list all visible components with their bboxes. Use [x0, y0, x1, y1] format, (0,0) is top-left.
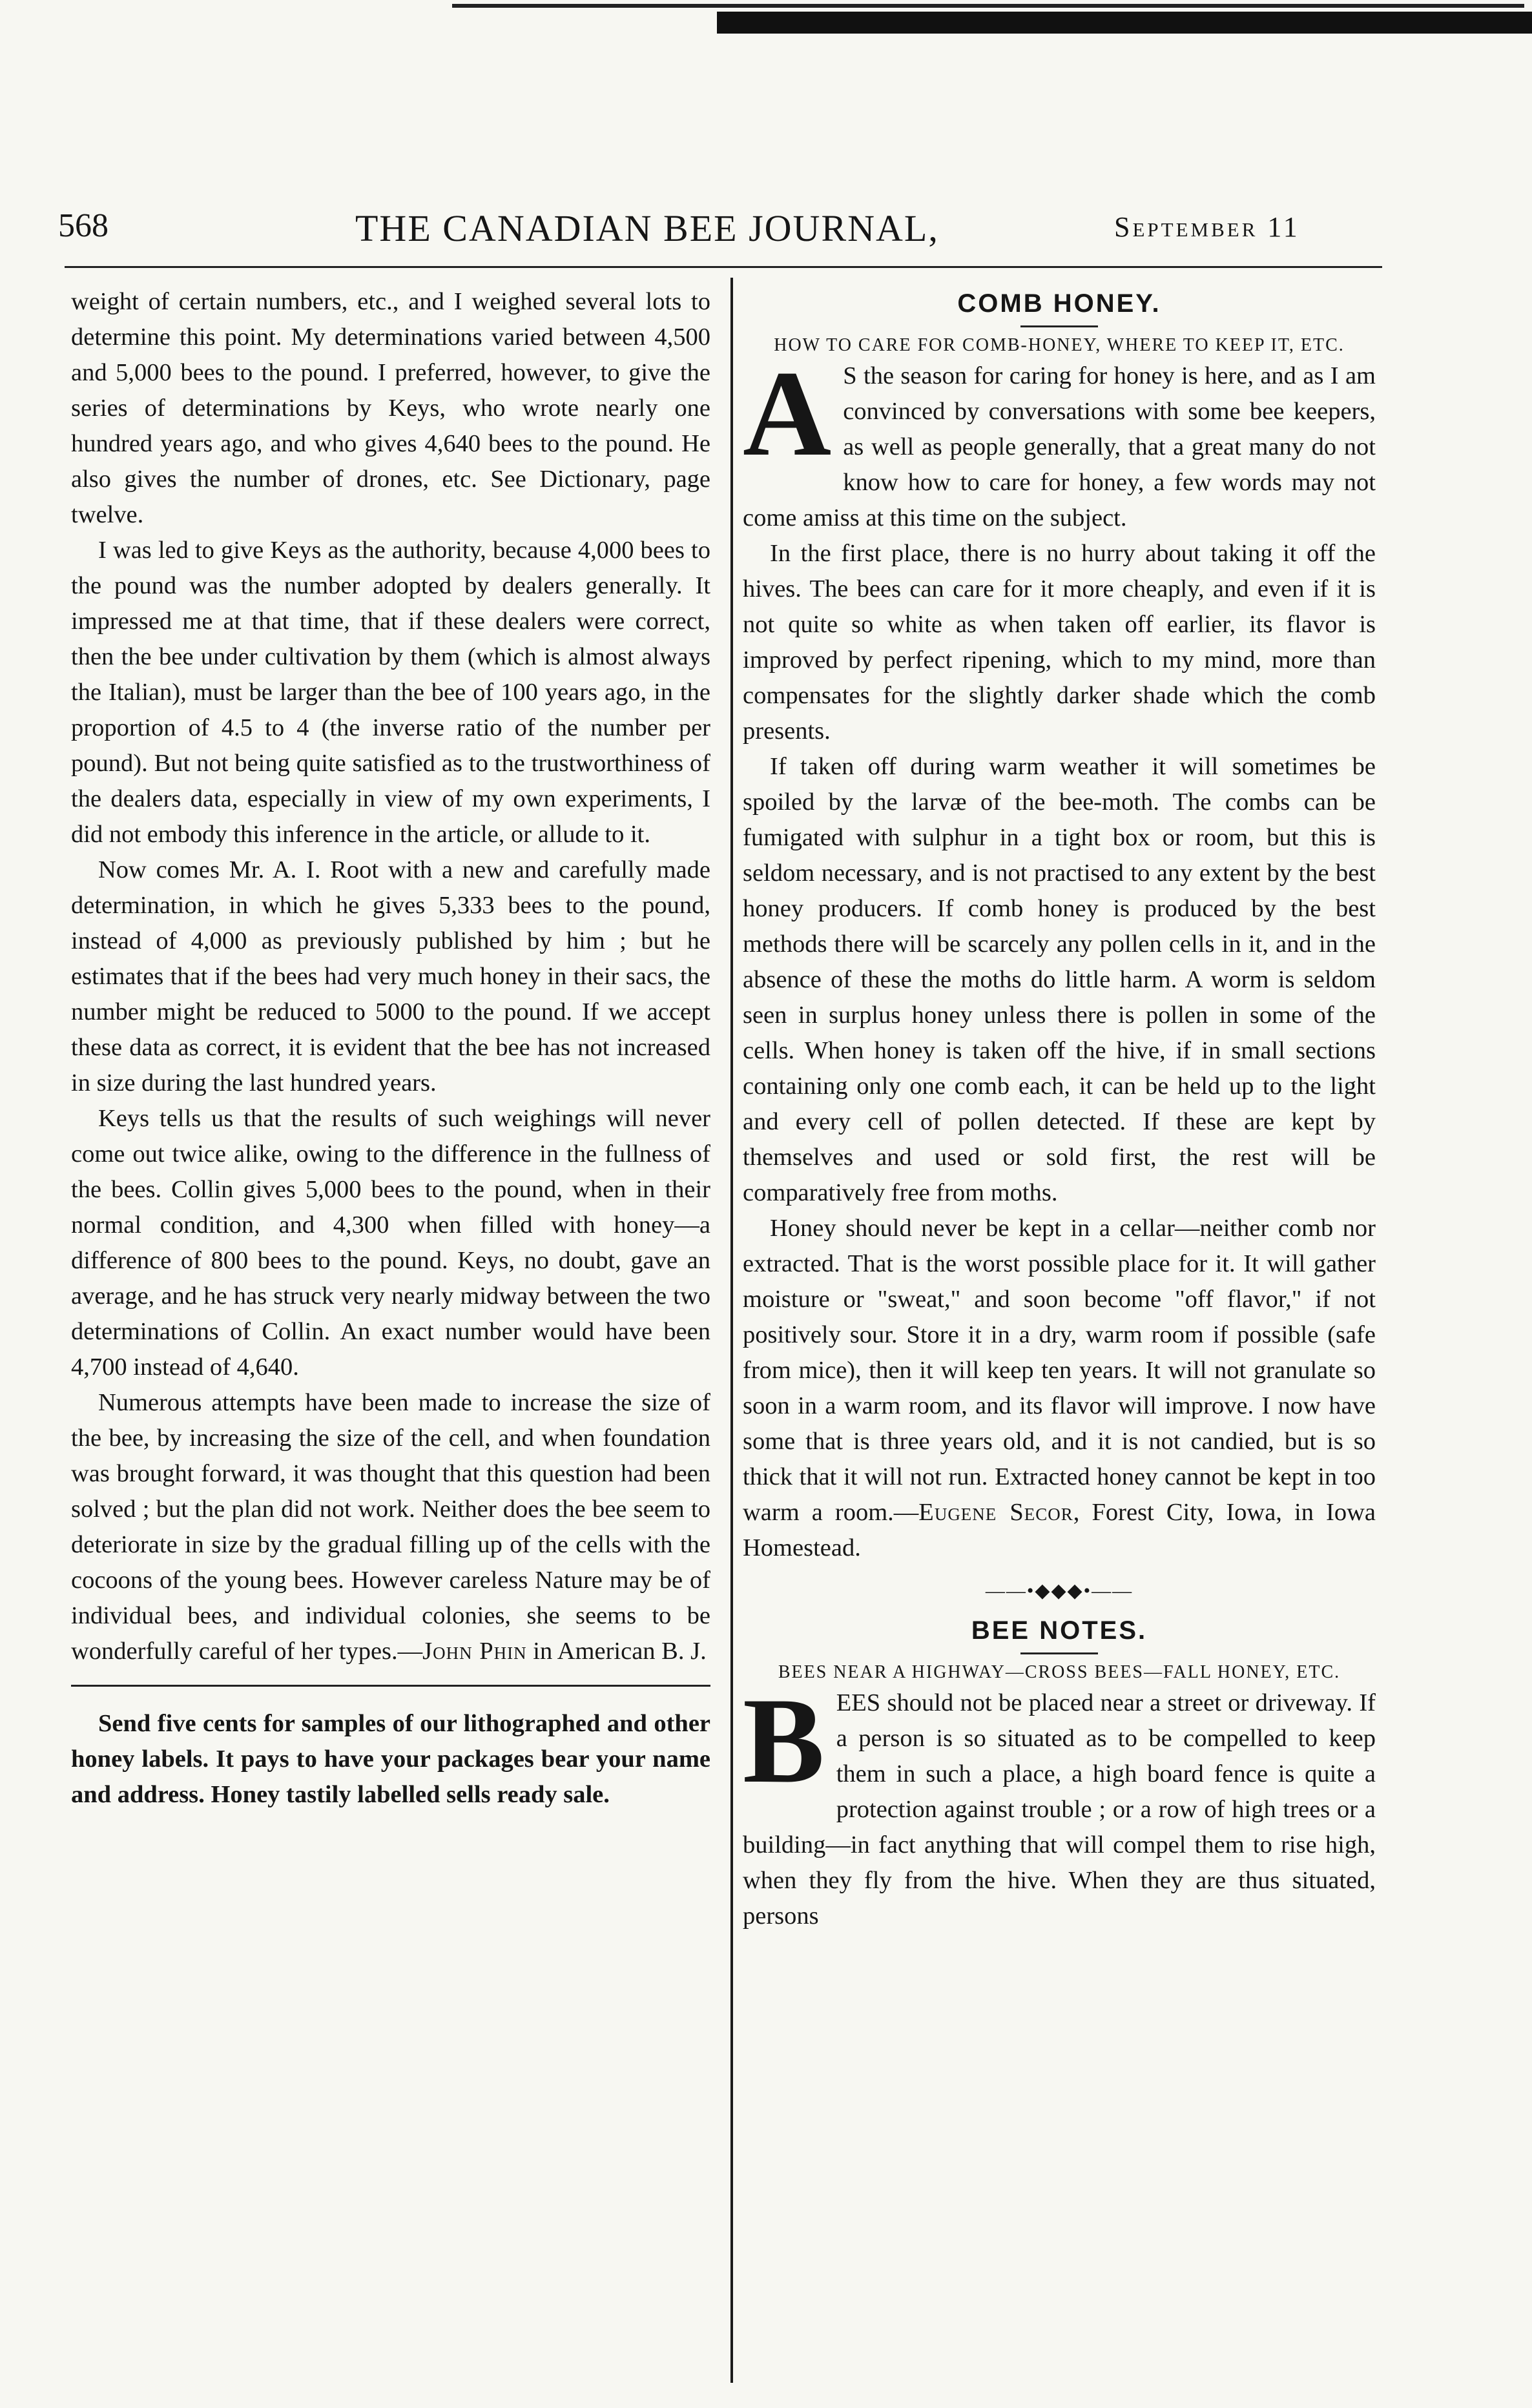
dropcap-a: A: [743, 346, 832, 482]
title-rule-2: [1020, 1652, 1098, 1654]
page-number: 568: [58, 207, 109, 244]
dropcap-b: B: [743, 1673, 825, 1809]
left-paragraph-2: I was led to give Keys as the authority, because 4,000 bees to the pound was the number adopted by dealers generally. It impressed me at that time, that if these dealers were correct, then the bee under cultivation by them (which is almost always the Italian), must be larger than the bee of 100 years ago, in the proportion of 4.5 to 4 (the inverse ratio of the number per pound). But not being quite satisfied as to the trustworthiness of the dealers data, especially in view of my own experiments, I did not embody this inference in the article, or allude to it.: [71, 537, 710, 848]
author-signature: John Phin: [422, 1638, 527, 1665]
advert-rule: [71, 1685, 710, 1687]
header-rule: [65, 266, 1382, 268]
comb-honey-paragraph-2: If taken off during warm weather it will sometimes be spoiled by the larvæ of the bee-moth. The combs can be fumigated with sulphur in a tight box or room, but this is seldom necessary, and is not practised to any extent by the best honey producers. If comb honey is produced by the best methods there will be scarcely any pollen cells in it, and in the absence of these the moths do little harm. A worm is seldom seen in surplus honey unless there is pollen in some of the cells. When honey is taken off the hive, if in small sections containing only one comb each, it can be held up to the light and every cell of pollen detected. If these are kept by themselves and used or sold first, the rest will be comparatively free from moths.: [743, 753, 1376, 1206]
left-paragraph-5-text: Numerous attempts have been made to increase the size of the bee, by increasing the size of the cell, and when foundation was brought forward, it was thought that this question had been solved ; but the plan did not work. Neither does the bee seem to deteriorate in size by the gradual filling up of the cells with the cocoons of the young bees. However careless Nature may be of individual bees, and individual colonies, she seems to be wonderfully careful of her types.—: [71, 1389, 710, 1665]
comb-honey-signature-source: , Forest City, Iowa, in Iowa Homestead.: [743, 1499, 1376, 1561]
bee-notes-intro: [743, 1673, 1376, 1934]
comb-honey-paragraph-1: In the first place, there is no hurry about taking it off the hives. The bees can care for it more cheaply, and even if it is not quite so white as when taken off earlier, its flavor is improved by perfect ripening, which to my mind, more than compensates for the slightly darker shade which the comb presents.: [743, 540, 1376, 745]
left-paragraph-3: Now comes Mr. A. I. Root with a new and carefully made determination, in which he gives 5,333 bees to the pound, instead of 4,000 as previously published by him ; but he estimates that if the bees had very much honey in their sacs, the number might be reduced to 5000 to the pound. If we accept these data as correct, it is evident that the bee has not increased in size during the last hundred years.: [71, 856, 710, 1096]
issue-date: September 11: [1114, 211, 1300, 243]
signature-source: in American B. J.: [526, 1638, 707, 1665]
comb-honey-intro-text: S the season for caring for honey is here, and as I am convinced by conversations with some bee keepers, as well as people generally, that a great many do not know how to care for honey, a few words may not come amiss at this time on the subject.: [743, 362, 1376, 531]
section-title-bee-notes: BEE NOTES.: [971, 1616, 1148, 1645]
journal-title: THE CANADIAN BEE JOURNAL,: [355, 207, 939, 249]
section-subtitle-bee-notes: BEES NEAR A HIGHWAY—CROSS BEES—FALL HONEY, ETC.: [778, 1662, 1341, 1682]
section-ornament: ——•◆◆◆•——: [985, 1580, 1133, 1601]
comb-honey-paragraph-3-text: Honey should never be kept in a cellar—neither comb nor extracted. That is the worst possible place for it. It will gather moisture or "sweat," and soon become "off flavor," if not positively sour. Store it in a dry, warm room if possible (safe from mice), then it will keep ten years. It will not granulate so soon in a warm room, and its flavor will improve. I now have some that is three years old, and it is not candied, but is so thick that it will not run. Extracted honey cannot be kept in too warm a room.—: [743, 1215, 1376, 1526]
comb-honey-intro: [743, 346, 1376, 536]
page-header: [58, 207, 1395, 258]
right-column: [743, 284, 1376, 1934]
section-title-comb-honey: COMB HONEY.: [957, 289, 1161, 318]
comb-honey-paragraph-3: [743, 1211, 1376, 1566]
section-subtitle-comb-honey: HOW TO CARE FOR COMB-HONEY, WHERE TO KEEP IT, ETC.: [774, 335, 1345, 355]
left-column: [71, 284, 710, 1813]
column-divider: [730, 278, 733, 2383]
left-paragraph-4: Keys tells us that the results of such weighings will never come out twice alike, owing to the difference in the fullness of the bees. Collin gives 5,000 bees to the pound, when in their normal condition, and 4,300 when filled with honey—a difference of 800 bees to the pound. Keys, no doubt, gave an average, and he has struck very nearly midway between the two determinations of Collin. An exact number would have been 4,700 instead of 4,640.: [71, 1105, 710, 1381]
bee-notes-intro-text: EES should not be placed near a street or driveway. If a person is so situated as to be compelled to keep them in such a place, a high board fence is quite a protection against trouble ; or a row of high trees or a building—in fact anything that will compel them to rise high, when they fly from the hive. When they are thus situated, persons: [743, 1689, 1376, 1929]
left-paragraph-1: weight of certain numbers, etc., and I weighed several lots to determine this point. My determinations varied between 4,500 and 5,000 bees to the pound. I preferred, however, to give the series of determinations by Keys, who wrote nearly one hundred years ago, and who gives 4,640 bees to the pound. He also gives the number of drones, etc. See Dictionary, page twelve.: [71, 288, 710, 528]
scan-edge-bar: [717, 12, 1532, 34]
left-paragraph-5: [71, 1385, 710, 1669]
scan-edge-mark: [452, 4, 1524, 8]
comb-honey-signature: Eugene Secor: [918, 1499, 1073, 1526]
title-rule: [1020, 325, 1098, 327]
advertisement: Send five cents for samples of our lithographed and other honey labels. It pays to have your packages bear your name and address. Honey tastily labelled sells ready sale.: [71, 1710, 710, 1808]
